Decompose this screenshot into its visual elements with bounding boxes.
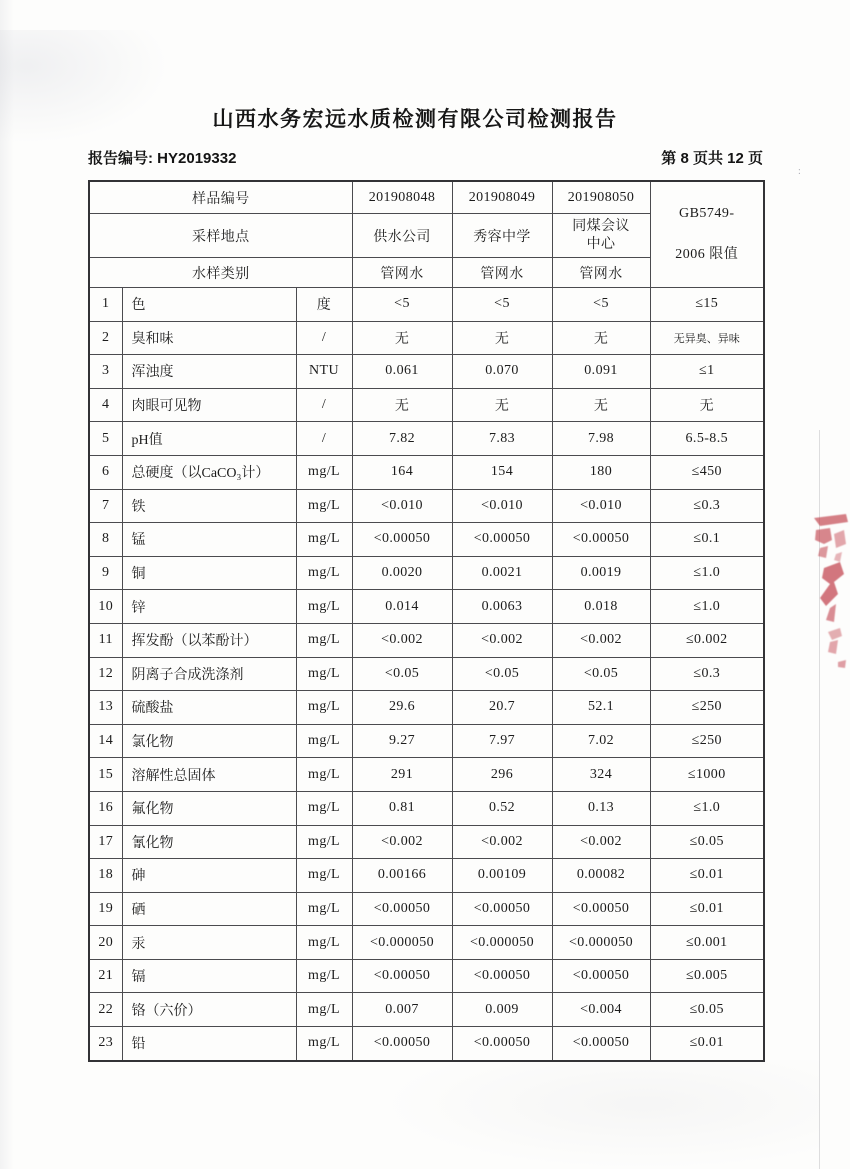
value-sample1: 291 [352, 758, 452, 792]
limit-value: ≤0.1 [650, 523, 764, 557]
value-sample2: 0.00109 [452, 859, 552, 893]
parameter-name: 氯化物 [122, 724, 296, 758]
value-sample3: <0.00050 [552, 892, 650, 926]
report-number [88, 147, 236, 168]
value-sample3: <0.002 [552, 623, 650, 657]
limit-value: 无 [650, 388, 764, 422]
value-sample2: 7.97 [452, 724, 552, 758]
table-row [89, 825, 764, 859]
row-number: 14 [89, 724, 122, 758]
table-row [89, 523, 764, 557]
value-sample1: 164 [352, 455, 452, 489]
value-sample3: <0.00050 [552, 1027, 650, 1061]
unit: NTU [296, 355, 352, 389]
value-sample3: <0.002 [552, 825, 650, 859]
limit-value: ≤15 [650, 288, 764, 322]
value-sample1: 0.007 [352, 993, 452, 1027]
location-label: 采样地点 [89, 214, 352, 258]
value-sample1: <0.002 [352, 825, 452, 859]
unit: 度 [296, 288, 352, 322]
value-sample3: 0.13 [552, 791, 650, 825]
table-row [89, 724, 764, 758]
limit-value: ≤0.05 [650, 993, 764, 1027]
table-row [89, 489, 764, 523]
value-sample1: <0.00050 [352, 959, 452, 993]
unit: mg/L [296, 523, 352, 557]
value-sample2: 0.52 [452, 791, 552, 825]
results-body [89, 288, 764, 1061]
value-sample1: 0.81 [352, 791, 452, 825]
value-sample1: <0.002 [352, 623, 452, 657]
value-sample1: <0.00050 [352, 1027, 452, 1061]
unit: mg/L [296, 926, 352, 960]
parameter-name: 铜 [122, 556, 296, 590]
parameter-name: 硒 [122, 892, 296, 926]
unit: mg/L [296, 455, 352, 489]
limit-header-line1: GB5749- [678, 206, 735, 221]
table-row [89, 288, 764, 322]
value-sample2: 154 [452, 455, 552, 489]
parameter-name: 铅 [122, 1027, 296, 1061]
value-sample1: <0.05 [352, 657, 452, 691]
parameter-name: 锰 [122, 523, 296, 557]
value-sample3: 0.00082 [552, 859, 650, 893]
value-sample1: 0.0020 [352, 556, 452, 590]
value-sample1: <0.010 [352, 489, 452, 523]
value-sample3: 7.02 [552, 724, 650, 758]
water-quality-results-table [88, 180, 765, 1062]
unit: mg/L [296, 993, 352, 1027]
row-number: 18 [89, 859, 122, 893]
parameter-name: 铁 [122, 489, 296, 523]
value-sample1: 0.061 [352, 355, 452, 389]
limit-value: ≤0.01 [650, 892, 764, 926]
limit-value: 无异臭、异味 [650, 321, 764, 355]
table-row [89, 388, 764, 422]
value-sample1: 0.00166 [352, 859, 452, 893]
value-sample3: <0.010 [552, 489, 650, 523]
limit-value: ≤250 [650, 691, 764, 725]
limit-value: ≤1000 [650, 758, 764, 792]
parameter-name: 氰化物 [122, 825, 296, 859]
location-2: 秀容中学 [452, 214, 552, 258]
limit-value: ≤0.3 [650, 489, 764, 523]
value-sample1: 无 [352, 388, 452, 422]
value-sample2: 0.0063 [452, 590, 552, 624]
value-sample2: <0.002 [452, 623, 552, 657]
limit-value: ≤1.0 [650, 590, 764, 624]
limit-value: ≤0.01 [650, 1027, 764, 1061]
unit: mg/L [296, 489, 352, 523]
value-sample3: <5 [552, 288, 650, 322]
unit: mg/L [296, 590, 352, 624]
row-number: 3 [89, 355, 122, 389]
value-sample1: 9.27 [352, 724, 452, 758]
sample-id-2: 201908049 [452, 181, 552, 214]
row-number: 22 [89, 993, 122, 1027]
value-sample2: <0.010 [452, 489, 552, 523]
table-header [89, 181, 764, 288]
limit-value: ≤1 [650, 355, 764, 389]
limit-value: ≤0.002 [650, 623, 764, 657]
value-sample2: 20.7 [452, 691, 552, 725]
table-row [89, 892, 764, 926]
table-row [89, 926, 764, 960]
value-sample1: <0.00050 [352, 892, 452, 926]
water-type-2: 管网水 [452, 258, 552, 288]
unit: / [296, 422, 352, 456]
value-sample3: 无 [552, 388, 650, 422]
value-sample2: <0.00050 [452, 1027, 552, 1061]
table-row [89, 321, 764, 355]
value-sample2: <5 [452, 288, 552, 322]
limit-value: ≤0.01 [650, 859, 764, 893]
parameter-name: 溶解性总固体 [122, 758, 296, 792]
row-number: 2 [89, 321, 122, 355]
unit: mg/L [296, 691, 352, 725]
limit-value: ≤450 [650, 455, 764, 489]
value-sample3: 0.018 [552, 590, 650, 624]
value-sample2: <0.000050 [452, 926, 552, 960]
row-number: 13 [89, 691, 122, 725]
value-sample2: 296 [452, 758, 552, 792]
sample-id-1: 201908048 [352, 181, 452, 214]
parameter-name: 硫酸盐 [122, 691, 296, 725]
unit: mg/L [296, 892, 352, 926]
table-row [89, 556, 764, 590]
table-row [89, 422, 764, 456]
value-sample1: 无 [352, 321, 452, 355]
table-row [89, 691, 764, 725]
row-number: 9 [89, 556, 122, 590]
value-sample3: 324 [552, 758, 650, 792]
unit: / [296, 388, 352, 422]
unit: mg/L [296, 623, 352, 657]
parameter-name: 挥发酚（以苯酚计） [122, 623, 296, 657]
location-1: 供水公司 [352, 214, 452, 258]
value-sample1: <0.00050 [352, 523, 452, 557]
water-type-3: 管网水 [552, 258, 650, 288]
row-number: 20 [89, 926, 122, 960]
row-number: 6 [89, 455, 122, 489]
row-number: 12 [89, 657, 122, 691]
unit: mg/L [296, 959, 352, 993]
parameter-name: 镉 [122, 959, 296, 993]
value-sample3: 0.091 [552, 355, 650, 389]
unit: mg/L [296, 724, 352, 758]
parameter-name: 锌 [122, 590, 296, 624]
value-sample1: 0.014 [352, 590, 452, 624]
parameter-name: 氟化物 [122, 791, 296, 825]
water-type-label: 水样类别 [89, 258, 352, 288]
unit: mg/L [296, 859, 352, 893]
row-number: 21 [89, 959, 122, 993]
value-sample3: <0.000050 [552, 926, 650, 960]
table-row [89, 590, 764, 624]
scan-smudge-bottom [380, 1060, 820, 1169]
table-row [89, 993, 764, 1027]
unit: mg/L [296, 825, 352, 859]
value-sample2: 0.070 [452, 355, 552, 389]
sample-id-3: 201908050 [552, 181, 650, 214]
value-sample3: <0.05 [552, 657, 650, 691]
table-row [89, 959, 764, 993]
limit-value: ≤1.0 [650, 791, 764, 825]
table-row [89, 758, 764, 792]
row-number: 4 [89, 388, 122, 422]
value-sample3: 180 [552, 455, 650, 489]
value-sample1: <5 [352, 288, 452, 322]
parameter-name: 臭和味 [122, 321, 296, 355]
value-sample2: <0.00050 [452, 959, 552, 993]
parameter-name: 总硬度（以CaCO₃计） [122, 455, 296, 489]
page-title: 山西水务宏远水质检测有限公司检测报告 [212, 108, 618, 131]
value-sample2: 0.0021 [452, 556, 552, 590]
table-row [89, 859, 764, 893]
limit-value: ≤0.3 [650, 657, 764, 691]
value-sample3: 7.98 [552, 422, 650, 456]
table-row [89, 657, 764, 691]
unit: / [296, 321, 352, 355]
report-number-value: HY2019332 [157, 150, 237, 167]
value-sample2: 7.83 [452, 422, 552, 456]
sample-id-label: 样品编号 [89, 181, 352, 214]
limit-value: ≤1.0 [650, 556, 764, 590]
unit: mg/L [296, 556, 352, 590]
limit-value: ≤0.001 [650, 926, 764, 960]
row-number: 7 [89, 489, 122, 523]
limit-value: ≤0.05 [650, 825, 764, 859]
red-stamp-fragment-icon [800, 510, 850, 675]
parameter-name: 铬（六价） [122, 993, 296, 1027]
parameter-name: 阴离子合成洗涤剂 [122, 657, 296, 691]
limit-value: 6.5-8.5 [650, 422, 764, 456]
value-sample3: 0.0019 [552, 556, 650, 590]
unit: mg/L [296, 791, 352, 825]
scan-shadow-left-edge [0, 0, 14, 1169]
row-number: 5 [89, 422, 122, 456]
value-sample2: 0.009 [452, 993, 552, 1027]
parameter-name: 色 [122, 288, 296, 322]
row-number: 11 [89, 623, 122, 657]
paper-fold-line [819, 430, 820, 1169]
value-sample2: <0.002 [452, 825, 552, 859]
parameter-name: 肉眼可见物 [122, 388, 296, 422]
value-sample3: 无 [552, 321, 650, 355]
value-sample1: 7.82 [352, 422, 452, 456]
table-row [89, 1027, 764, 1061]
value-sample3: <0.00050 [552, 523, 650, 557]
row-number: 17 [89, 825, 122, 859]
row-number: 15 [89, 758, 122, 792]
page-indicator: 第 8 页共 12 页 [661, 150, 763, 167]
limit-header-line2: 2006 限值 [675, 247, 739, 262]
location-3: 同煤会议中心 [552, 214, 650, 258]
value-sample2: 无 [452, 321, 552, 355]
header-row-sample-id [89, 181, 764, 214]
report-number-label: 报告编号: [88, 150, 153, 167]
value-sample3: 52.1 [552, 691, 650, 725]
water-type-1: 管网水 [352, 258, 452, 288]
row-number: 16 [89, 791, 122, 825]
table-row [89, 455, 764, 489]
parameter-name: 砷 [122, 859, 296, 893]
parameter-name: pH值 [122, 422, 296, 456]
value-sample2: <0.00050 [452, 892, 552, 926]
row-number: 23 [89, 1027, 122, 1061]
unit: mg/L [296, 1027, 352, 1061]
limit-column-header [650, 181, 764, 288]
value-sample2: 无 [452, 388, 552, 422]
value-sample1: 29.6 [352, 691, 452, 725]
value-sample2: <0.05 [452, 657, 552, 691]
value-sample3: <0.00050 [552, 959, 650, 993]
value-sample1: <0.000050 [352, 926, 452, 960]
row-number: 10 [89, 590, 122, 624]
table-row [89, 791, 764, 825]
row-number: 8 [89, 523, 122, 557]
row-number: 19 [89, 892, 122, 926]
unit: mg/L [296, 758, 352, 792]
parameter-name: 汞 [122, 926, 296, 960]
value-sample3: <0.004 [552, 993, 650, 1027]
limit-value: ≤250 [650, 724, 764, 758]
value-sample2: <0.00050 [452, 523, 552, 557]
table-row [89, 355, 764, 389]
unit: mg/L [296, 657, 352, 691]
table-row [89, 623, 764, 657]
scan-speck: : [798, 166, 801, 177]
meta-row [88, 147, 763, 168]
parameter-name: 浑浊度 [122, 355, 296, 389]
row-number: 1 [89, 288, 122, 322]
limit-value: ≤0.005 [650, 959, 764, 993]
